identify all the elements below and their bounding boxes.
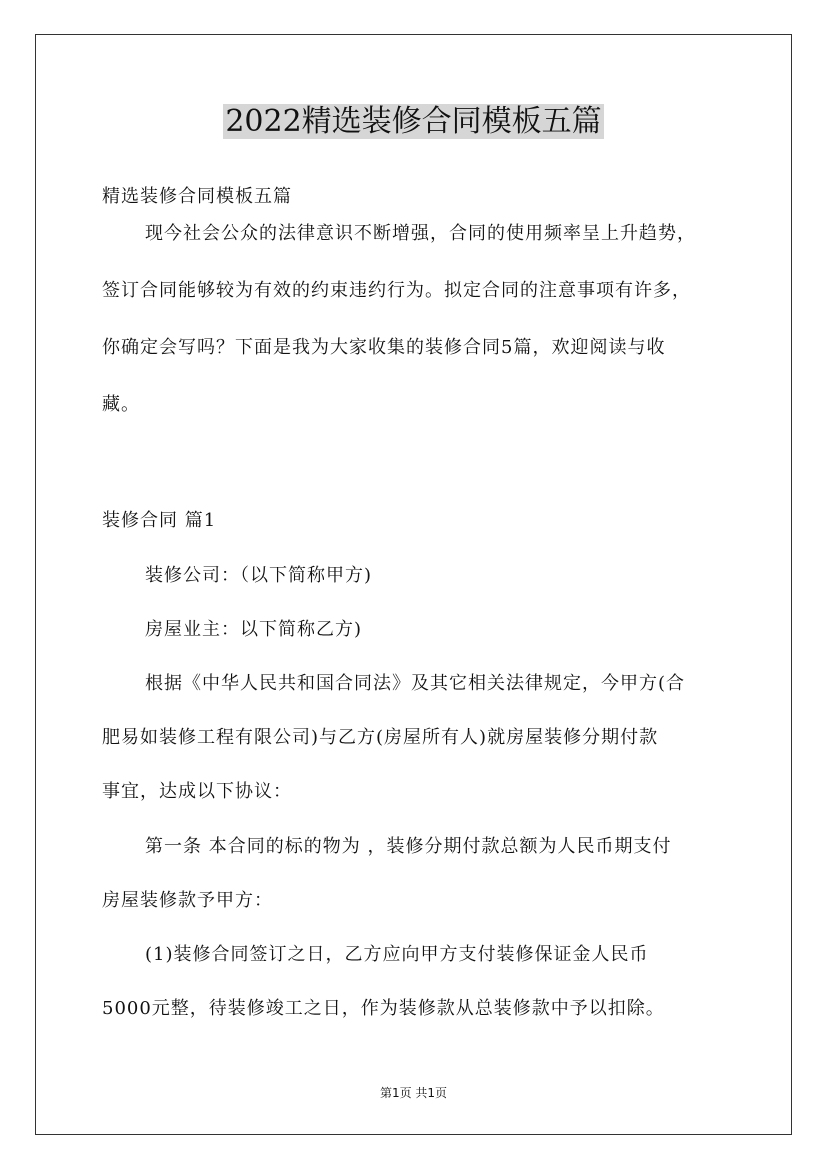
document-title — [0, 100, 827, 144]
party-a-line: 装修公司：（以下简称甲方) — [145, 565, 373, 586]
party-b-line: 房屋业主：以下简称乙方) — [145, 619, 363, 640]
intro-line-4: 藏。 — [102, 394, 140, 415]
article1-line-1: 第一条 本合同的标的物为 ，装修分期付款总额为人民币期支付 — [145, 836, 672, 857]
article1-line-2: 房屋装修款予甲方： — [102, 890, 273, 911]
intro-line-3: 你确定会写吗？下面是我为大家收集的装修合同5篇，欢迎阅读与收 — [102, 337, 666, 358]
document-title-text: 2022精选装修合同模板五篇 — [225, 104, 602, 139]
item1-line-2: 5000元整，待装修竣工之日，作为装修款从总装修款中予以扣除。 — [102, 998, 665, 1019]
basis-line-1: 根据《中华人民共和国合同法》及其它相关法律规定，今甲方(合 — [145, 673, 686, 694]
basis-line-3: 事宜，达成以下协议： — [102, 781, 292, 802]
intro-line-2: 签订合同能够较为有效的约束违约行为。拟定合同的注意事项有许多， — [102, 280, 691, 301]
page-footer: 第1页 共1页 — [379, 1086, 448, 1100]
intro-line-1: 现今社会公众的法律意识不断增强，合同的使用频率呈上升趋势， — [145, 223, 696, 244]
section-heading: 装修合同 篇1 — [102, 510, 217, 531]
basis-line-2: 肥易如装修工程有限公司)与乙方(房屋所有人)就房屋装修分期付款 — [102, 727, 659, 748]
item1-line-1: (1)装修合同签订之日，乙方应向甲方支付装修保证金人民币 — [145, 944, 649, 965]
document-subtitle: 精选装修合同模板五篇 — [102, 186, 292, 207]
